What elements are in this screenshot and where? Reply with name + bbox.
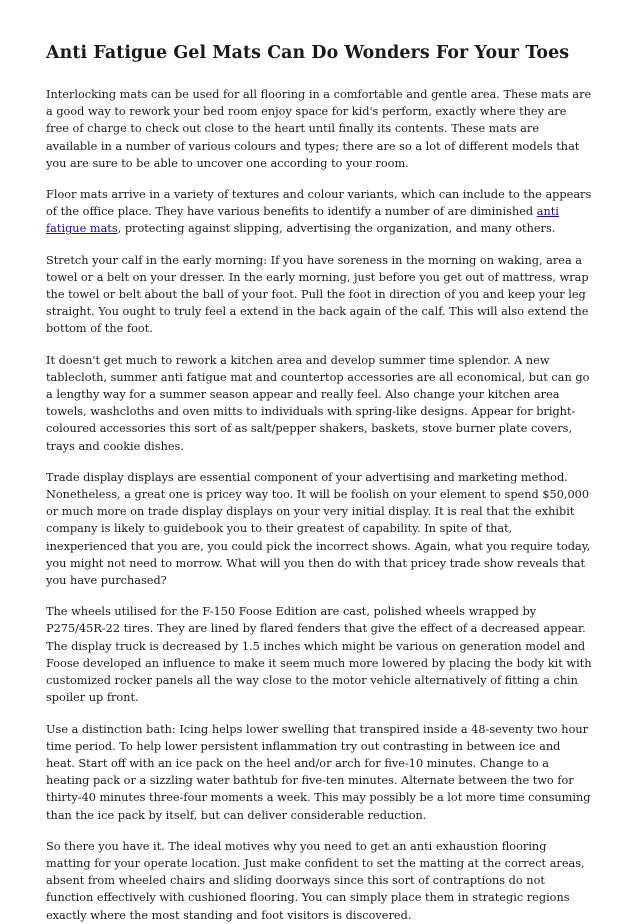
paragraph-5: Trade display displays are essential component of your advertising and marketing method. Nonetheless, a great one is pricey way too. It will be foolish on your element to spend $50,000 or much more on trade display displays on your very initial display. It is real that the exhibit company is likely to guidebook you to their greatest of capability. In spite of that, inexperienced that you are, you could pick the incorrect shows. Again, what you require today, you might not need to morrow. What will you then do with that pricey trade show reveals that you have purchased? [46,470,591,588]
paragraph-6: The wheels utilised for the F-150 Foose Edition are cast, polished wheels wrapped by P275/45R-22 tires. They are lined by flared fenders that give the effect of a decreased appear. The display truck is decreased by 1.5 inches which might be various on generation model and Foose developed an influence to make it seem much more lowered by placing the body kit with customized rocker panels all the way close to the motor vehicle alternatively of fitting a chin spoiler up front. [46,605,592,705]
paragraph-2-text-before: Floor mats arrive in a variety of textures and colour variants, which can include to the appears of the office place. They have various benefits to identify a number of are diminished [46,188,592,219]
page-title: Anti Fatigue Gel Mats Can Do Wonders For Your Toes [46,43,570,63]
paragraph-8: So there you have it. The ideal motives why you need to get an anti exhaustion flooring matting for your operate location. Just make confident to set the matting at the correct areas, absent from wheeled chairs and sliding doorways since this sort of contraptions do not function effectively with cushioned flooring. You can simply place them in strategic regions exactly where the most standing and foot visitors is discovered. [46,839,585,922]
anti-fatigue-mats-link[interactable]: anti fatigue mats [46,205,559,236]
paragraph-2-text-after: , protecting against slipping, advertising the organization, and many others. [117,222,556,236]
paragraph-3: Stretch your calf in the early morning: If you have soreness in the morning on waking, area a towel or a belt on your dresser. In the early morning, just before you get out of mattress, wrap the towel or belt about the ball of your foot. Pull the foot in direction of you and keep your leg straight. You ought to truly feel a extend in the back again of the calf. This will also extend the bottom of the foot. [46,253,589,336]
paragraph-4: It doesn't get much to rework a kitchen area and develop summer time splendor. A new tablecloth, summer anti fatigue mat and countertop accessories are all economical, but can go a lengthy way for a summer season appear and really feel. Also change your kitchen area towels, washcloths and oven mitts to individuals with spring-like designs. Appear for bright-coloured accessories this sort of as salt/pepper shakers, baskets, stove burner plate covers, trays and cookie dishes. [46,353,590,453]
paragraph-7: Use a distinction bath: Icing helps lower swelling that transpired inside a 48-seventy two hour time period. To help lower persistent inflammation try out contrasting in between ice and heat. Start off with an ice pack on the heel and/or arch for five-10 minutes. Change to a heating pack or a sizzling water bathtub for five-ten minutes. Alternate between the two for thirty-40 minutes three-four moments a week. This may possibly be a lot more time consuming than the ice pack by itself, but can deliver considerable reduction. [46,722,591,822]
paragraph-1: Interlocking mats can be used for all flooring in a comfortable and gentle area. These mats are a good way to rework your bed room enjoy space for kid's perform, exactly where they are free of charge to check out close to the heart until finally its contents. These mats are available in a number of various colours and types; there are so a lot of different models that you are sure to be able to uncover one according to your room. [46,88,592,170]
paragraph-2 [46,186,592,238]
